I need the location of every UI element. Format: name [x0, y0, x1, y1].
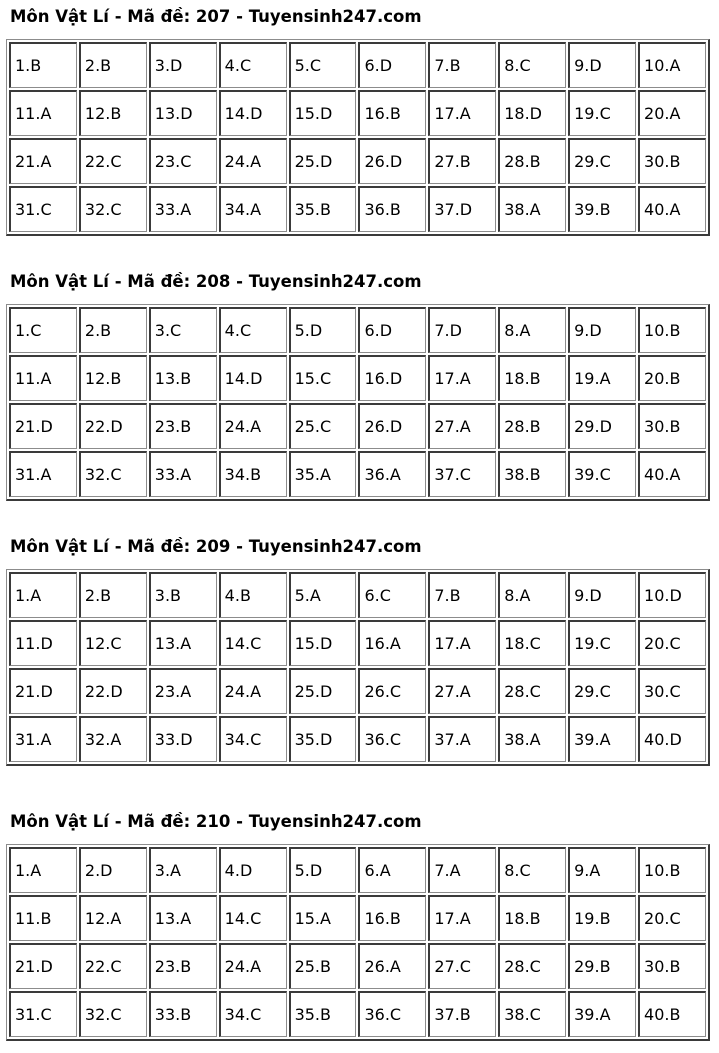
answer-cell: 11.D — [9, 620, 77, 666]
answer-cell: 40.B — [638, 991, 706, 1037]
answer-cell: 33.A — [149, 451, 217, 497]
answer-cell: 25.B — [289, 943, 357, 989]
answer-cell: 35.B — [289, 991, 357, 1037]
answer-cell: 12.A — [79, 895, 147, 941]
answer-cell: 21.D — [9, 943, 77, 989]
answer-cell: 34.C — [219, 991, 287, 1037]
answer-cell: 36.A — [358, 451, 426, 497]
section-title: Môn Vật Lí - Mã đề: 207 - Tuyensinh247.com — [10, 7, 422, 26]
answer-cell: 7.B — [428, 572, 496, 618]
answer-cell: 5.D — [289, 847, 357, 893]
answer-cell: 34.B — [219, 451, 287, 497]
answer-cell: 29.D — [568, 403, 636, 449]
table-row — [9, 42, 706, 88]
answer-cell: 24.A — [219, 403, 287, 449]
answer-cell: 9.D — [568, 307, 636, 353]
answer-cell: 16.A — [358, 620, 426, 666]
answer-cell: 31.C — [9, 186, 77, 232]
section-title: Môn Vật Lí - Mã đề: 210 - Tuyensinh247.com — [10, 812, 422, 831]
answer-cell: 39.A — [568, 991, 636, 1037]
answer-cell: 20.C — [638, 620, 706, 666]
answer-cell: 32.C — [79, 451, 147, 497]
answer-cell: 3.A — [149, 847, 217, 893]
answer-cell: 30.C — [638, 668, 706, 714]
answer-cell: 39.A — [568, 716, 636, 762]
answer-cell: 34.C — [219, 716, 287, 762]
answer-cell: 10.A — [638, 42, 706, 88]
table-row — [9, 943, 706, 989]
answer-cell: 8.A — [498, 572, 566, 618]
answer-cell: 20.A — [638, 90, 706, 136]
answer-cell: 27.C — [428, 943, 496, 989]
answer-cell: 28.B — [498, 403, 566, 449]
answer-cell: 6.D — [358, 42, 426, 88]
answer-cell: 19.C — [568, 90, 636, 136]
answer-cell: 3.C — [149, 307, 217, 353]
answer-cell: 25.C — [289, 403, 357, 449]
answer-cell: 15.C — [289, 355, 357, 401]
answer-cell: 28.B — [498, 138, 566, 184]
answer-cell: 26.D — [358, 403, 426, 449]
answer-cell: 5.A — [289, 572, 357, 618]
answer-cell: 30.B — [638, 403, 706, 449]
answer-cell: 21.D — [9, 668, 77, 714]
answer-cell: 10.B — [638, 847, 706, 893]
answer-cell: 37.A — [428, 716, 496, 762]
answer-cell: 33.D — [149, 716, 217, 762]
table-row — [9, 668, 706, 714]
table-row — [9, 90, 706, 136]
answer-cell: 30.B — [638, 138, 706, 184]
answer-cell: 22.D — [79, 668, 147, 714]
answer-table — [6, 569, 710, 766]
answer-cell: 4.D — [219, 847, 287, 893]
table-row — [9, 895, 706, 941]
answer-cell: 39.B — [568, 186, 636, 232]
answer-cell: 24.A — [219, 138, 287, 184]
answer-cell: 21.D — [9, 403, 77, 449]
answer-cell: 28.C — [498, 668, 566, 714]
answer-cell: 39.C — [568, 451, 636, 497]
answer-cell: 37.C — [428, 451, 496, 497]
table-row — [9, 716, 706, 762]
answer-cell: 23.B — [149, 403, 217, 449]
answer-cell: 37.D — [428, 186, 496, 232]
answer-cell: 6.A — [358, 847, 426, 893]
answer-cell: 17.A — [428, 620, 496, 666]
answer-cell: 8.C — [498, 847, 566, 893]
answer-cell: 13.D — [149, 90, 217, 136]
answer-cell: 20.C — [638, 895, 706, 941]
answer-cell: 15.D — [289, 90, 357, 136]
answer-cell: 12.C — [79, 620, 147, 666]
answer-cell: 14.C — [219, 895, 287, 941]
table-row — [9, 572, 706, 618]
answer-cell: 36.B — [358, 186, 426, 232]
answer-cell: 31.A — [9, 716, 77, 762]
answer-cell: 1.B — [9, 42, 77, 88]
answer-cell: 18.B — [498, 355, 566, 401]
answer-cell: 15.A — [289, 895, 357, 941]
answer-cell: 16.B — [358, 895, 426, 941]
section-title: Môn Vật Lí - Mã đề: 208 - Tuyensinh247.com — [10, 272, 422, 291]
answer-cell: 2.B — [79, 572, 147, 618]
answer-cell: 8.C — [498, 42, 566, 88]
answer-cell: 11.B — [9, 895, 77, 941]
answer-cell: 20.B — [638, 355, 706, 401]
answer-cell: 18.B — [498, 895, 566, 941]
answer-cell: 38.C — [498, 991, 566, 1037]
table-row — [9, 620, 706, 666]
answer-cell: 23.A — [149, 668, 217, 714]
answer-cell: 32.C — [79, 991, 147, 1037]
answer-cell: 22.C — [79, 138, 147, 184]
answer-cell: 33.B — [149, 991, 217, 1037]
table-row — [9, 307, 706, 353]
answer-cell: 24.A — [219, 943, 287, 989]
answer-cell: 24.A — [219, 668, 287, 714]
answer-cell: 23.B — [149, 943, 217, 989]
answer-cell: 26.A — [358, 943, 426, 989]
table-row — [9, 451, 706, 497]
answer-cell: 38.B — [498, 451, 566, 497]
answer-cell: 5.C — [289, 42, 357, 88]
answer-cell: 9.A — [568, 847, 636, 893]
answer-table — [6, 844, 710, 1041]
answer-cell: 8.A — [498, 307, 566, 353]
answer-cell: 38.A — [498, 716, 566, 762]
answer-cell: 10.B — [638, 307, 706, 353]
answer-cell: 22.D — [79, 403, 147, 449]
answer-cell: 29.C — [568, 138, 636, 184]
answer-cell: 27.A — [428, 403, 496, 449]
answer-cell: 29.C — [568, 668, 636, 714]
answer-cell: 6.C — [358, 572, 426, 618]
answer-cell: 27.B — [428, 138, 496, 184]
table-row — [9, 186, 706, 232]
answer-cell: 3.D — [149, 42, 217, 88]
answer-cell: 9.D — [568, 572, 636, 618]
answer-cell: 9.D — [568, 42, 636, 88]
answer-cell: 31.C — [9, 991, 77, 1037]
answer-cell: 38.A — [498, 186, 566, 232]
answer-cell: 28.C — [498, 943, 566, 989]
answer-cell: 36.C — [358, 716, 426, 762]
answer-cell: 40.D — [638, 716, 706, 762]
answer-cell: 37.B — [428, 991, 496, 1037]
table-row — [9, 355, 706, 401]
answer-cell: 32.A — [79, 716, 147, 762]
answer-cell: 35.B — [289, 186, 357, 232]
answer-cell: 33.A — [149, 186, 217, 232]
answer-cell: 35.A — [289, 451, 357, 497]
answer-cell: 17.A — [428, 90, 496, 136]
answer-cell: 26.D — [358, 138, 426, 184]
answer-cell: 13.B — [149, 355, 217, 401]
answer-cell: 11.A — [9, 90, 77, 136]
table-row — [9, 847, 706, 893]
answer-cell: 22.C — [79, 943, 147, 989]
answer-cell: 19.C — [568, 620, 636, 666]
answer-cell: 31.A — [9, 451, 77, 497]
answer-cell: 25.D — [289, 138, 357, 184]
answer-cell: 21.A — [9, 138, 77, 184]
answer-cell: 40.A — [638, 451, 706, 497]
answer-cell: 4.C — [219, 307, 287, 353]
answer-cell: 19.A — [568, 355, 636, 401]
answer-cell: 4.B — [219, 572, 287, 618]
answer-cell: 27.A — [428, 668, 496, 714]
answer-cell: 13.A — [149, 620, 217, 666]
answer-cell: 1.A — [9, 572, 77, 618]
answer-cell: 1.C — [9, 307, 77, 353]
answer-cell: 14.C — [219, 620, 287, 666]
answer-cell: 2.D — [79, 847, 147, 893]
answer-cell: 18.C — [498, 620, 566, 666]
answer-cell: 36.C — [358, 991, 426, 1037]
answer-cell: 26.C — [358, 668, 426, 714]
answer-cell: 7.D — [428, 307, 496, 353]
answer-cell: 13.A — [149, 895, 217, 941]
answer-cell: 32.C — [79, 186, 147, 232]
table-row — [9, 403, 706, 449]
answer-cell: 4.C — [219, 42, 287, 88]
answer-cell: 34.A — [219, 186, 287, 232]
answer-cell: 23.C — [149, 138, 217, 184]
section-title: Môn Vật Lí - Mã đề: 209 - Tuyensinh247.com — [10, 537, 422, 556]
answer-cell: 2.B — [79, 307, 147, 353]
answer-cell: 40.A — [638, 186, 706, 232]
answer-cell: 17.A — [428, 355, 496, 401]
answer-cell: 18.D — [498, 90, 566, 136]
answer-cell: 14.D — [219, 90, 287, 136]
answer-cell: 16.D — [358, 355, 426, 401]
answer-cell: 16.B — [358, 90, 426, 136]
answer-cell: 15.D — [289, 620, 357, 666]
table-row — [9, 138, 706, 184]
answer-cell: 35.D — [289, 716, 357, 762]
answer-cell: 12.B — [79, 90, 147, 136]
answer-cell: 12.B — [79, 355, 147, 401]
answer-cell: 29.B — [568, 943, 636, 989]
answer-cell: 14.D — [219, 355, 287, 401]
answer-cell: 10.D — [638, 572, 706, 618]
answer-cell: 11.A — [9, 355, 77, 401]
table-row — [9, 991, 706, 1037]
answer-cell: 6.D — [358, 307, 426, 353]
answer-cell: 7.A — [428, 847, 496, 893]
answer-table — [6, 39, 710, 236]
answer-cell: 3.B — [149, 572, 217, 618]
answer-cell: 1.A — [9, 847, 77, 893]
answer-cell: 2.B — [79, 42, 147, 88]
answer-table — [6, 304, 710, 501]
answer-cell: 17.A — [428, 895, 496, 941]
answer-cell: 7.B — [428, 42, 496, 88]
answer-cell: 19.B — [568, 895, 636, 941]
answer-cell: 25.D — [289, 668, 357, 714]
answer-cell: 5.D — [289, 307, 357, 353]
answer-cell: 30.B — [638, 943, 706, 989]
